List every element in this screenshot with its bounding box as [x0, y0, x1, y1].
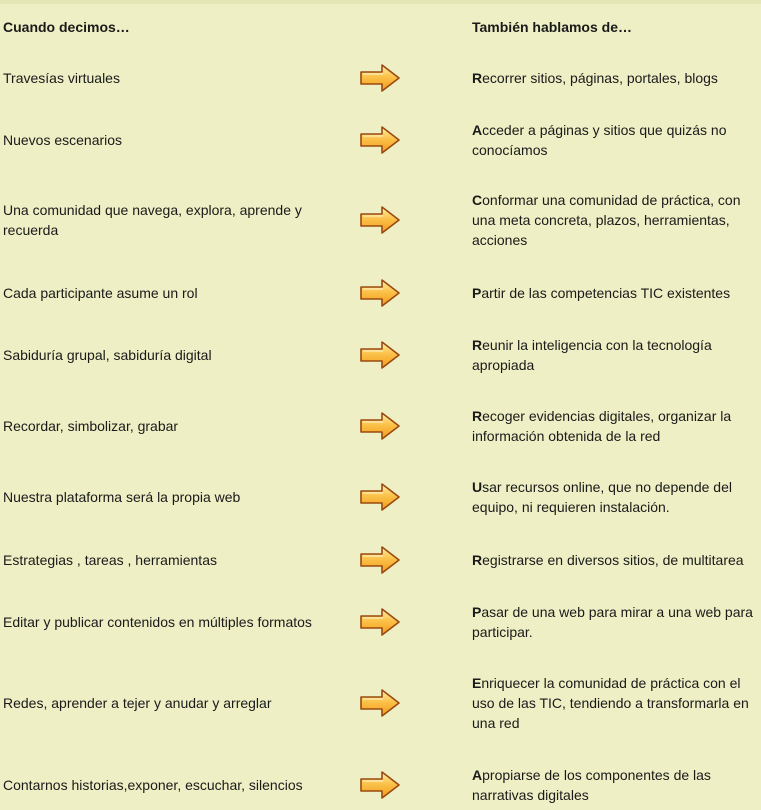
row-left-text: Cada participante asume un rol — [3, 285, 198, 301]
row-right-text — [472, 190, 760, 250]
row-left-text: Travesías virtuales — [3, 70, 120, 86]
row-left-text: Contarnos historias,exponer, escuchar, silencios — [3, 777, 303, 793]
row-right-text — [472, 406, 760, 446]
row-right-text — [472, 673, 760, 733]
row-right-rest: ecoger evidencias digitales, organizar la información obtenida de la red — [472, 408, 732, 444]
row-right-rest: ecorrer sitios, páginas, portales, blogs — [482, 70, 718, 86]
row-right-rest: asar de una web para mirar a una web para participar. — [472, 604, 753, 640]
row-right-initial: R — [472, 552, 483, 568]
row-right-text — [472, 477, 760, 517]
arrow-right-icon — [358, 607, 402, 637]
row-right-text — [472, 765, 760, 805]
row-right-text — [472, 335, 760, 375]
arrow-right-icon — [358, 411, 402, 441]
row-right-initial: P — [472, 285, 482, 301]
arrow-right-icon — [358, 340, 402, 370]
row-right-initial: E — [472, 675, 482, 691]
row-right-rest: artir de las competencias TIC existentes — [481, 285, 731, 301]
arrow-right-icon — [358, 205, 402, 235]
row-right-rest: cceder a páginas y sitios que quizás no conocíamos — [472, 122, 727, 158]
row-left-text: Redes, aprender a tejer y anudar y arreglar — [3, 695, 272, 711]
header-left: Cuando decimos… — [3, 19, 130, 35]
row-left-text: Nuevos escenarios — [3, 132, 123, 148]
row-right-initial: R — [472, 408, 483, 424]
row-left-text: Nuestra plataforma será la propia web — [3, 489, 241, 505]
arrow-right-icon — [358, 770, 402, 800]
row-right-rest: egistrarse en diversos sitios, de multitarea — [482, 552, 744, 568]
row-right-initial: U — [472, 479, 483, 495]
arrow-right-icon — [358, 125, 402, 155]
row-right-rest: nriquecer la comunidad de práctica con el uso de las TIC, tendiendo a transformarla en una red — [472, 675, 749, 731]
arrow-right-icon — [358, 545, 402, 575]
row-right-rest: eunir la inteligencia con la tecnología apropiada — [472, 337, 712, 373]
row-left-text: Editar y publicar contenidos en múltiples formatos — [3, 614, 312, 630]
row-right-text — [472, 602, 760, 642]
row-right-rest: onformar una comunidad de práctica, con una meta concreta, plazos, herramientas, acciones — [472, 192, 741, 248]
arrow-right-icon — [358, 63, 402, 93]
arrow-right-icon — [358, 688, 402, 718]
row-right-initial: C — [472, 192, 483, 208]
row-right-rest: sar recursos online, que no depende del equipo, ni requieren instalación. — [472, 479, 732, 515]
row-right-text — [472, 68, 760, 88]
row-right-initial: R — [472, 337, 483, 353]
header-right: También hablamos de… — [472, 19, 632, 35]
row-left-text: Sabiduría grupal, sabiduría digital — [3, 347, 212, 363]
row-left-text: Recordar, simbolizar, grabar — [3, 418, 179, 434]
row-right-text — [472, 283, 760, 303]
row-right-initial: R — [472, 70, 483, 86]
arrow-right-icon — [358, 482, 402, 512]
row-right-initial: P — [472, 604, 482, 620]
row-left-text: Una comunidad que navega, explora, aprende y recuerda — [3, 202, 302, 238]
row-right-rest: propiarse de los componentes de las narrativas digitales — [472, 767, 711, 803]
row-right-text — [472, 120, 760, 160]
arrow-right-icon — [358, 278, 402, 308]
row-right-initial: A — [472, 767, 483, 783]
row-right-initial: A — [472, 122, 483, 138]
row-left-text: Estrategias , tareas , herramientas — [3, 552, 217, 568]
row-right-text — [472, 550, 760, 570]
